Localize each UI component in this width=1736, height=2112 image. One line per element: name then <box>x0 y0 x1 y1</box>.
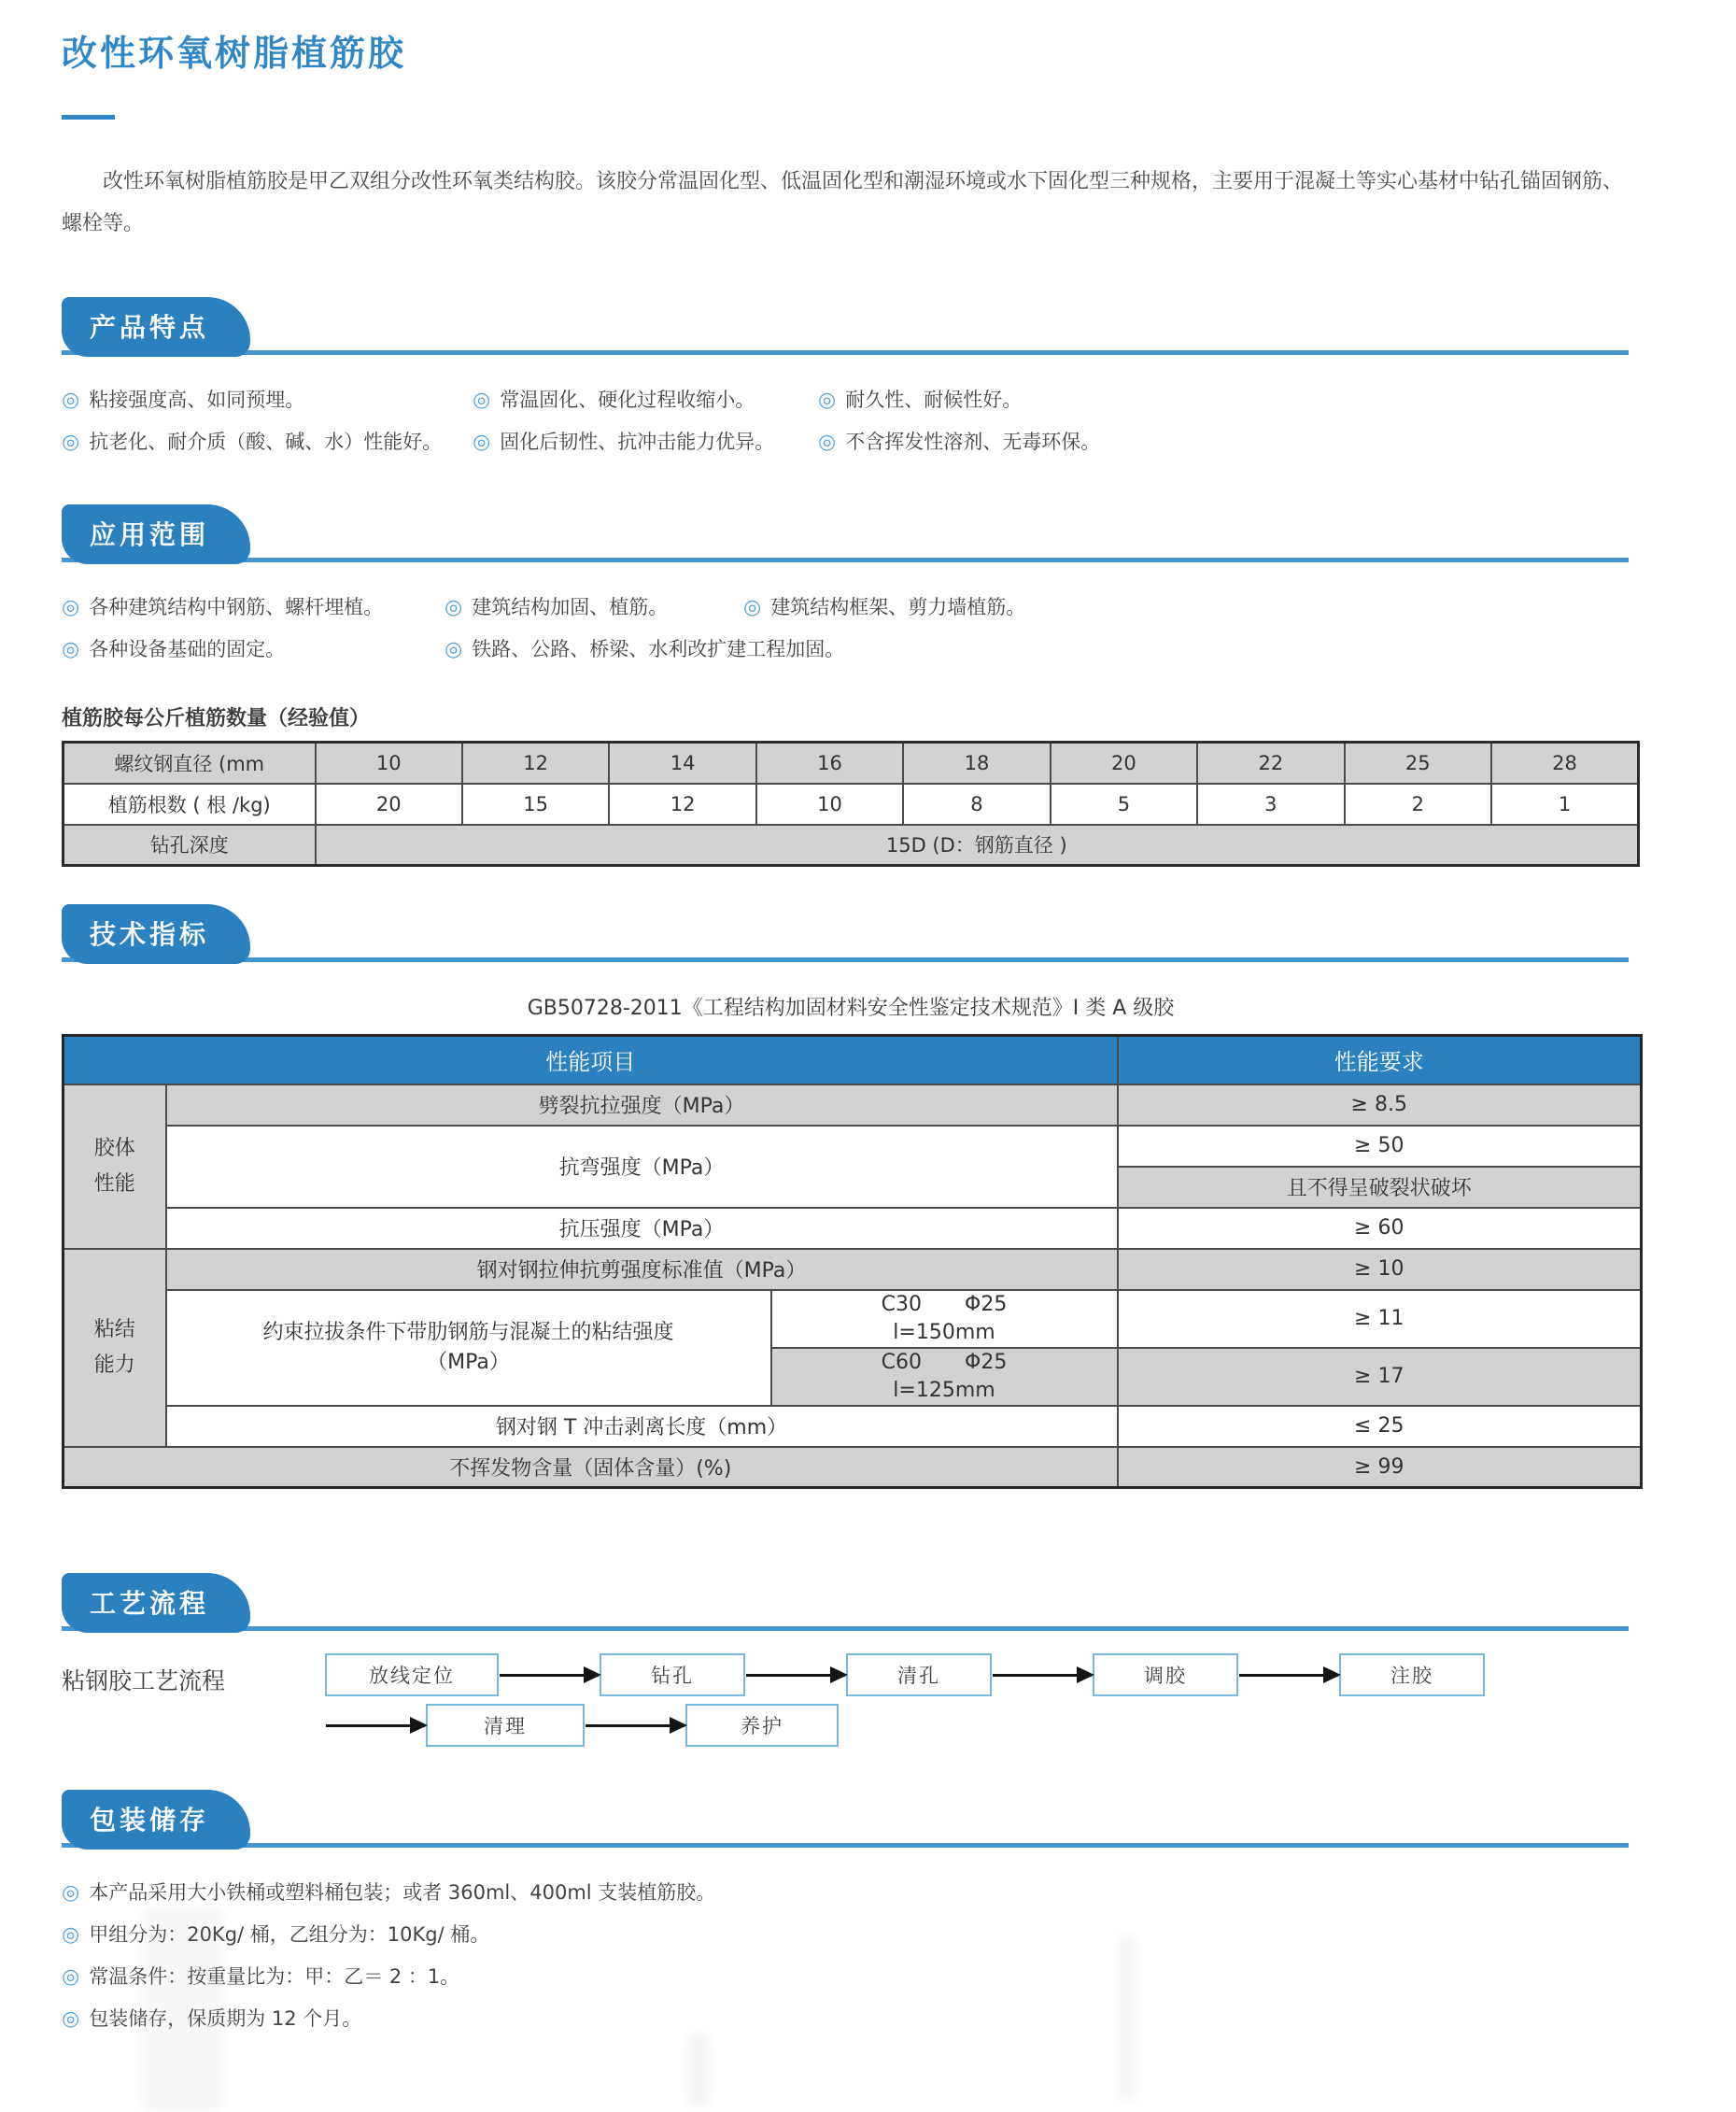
section-heading: 包装储存 <box>90 1805 210 1836</box>
bullet-text: 耐久性、耐候性好。 <box>845 389 1023 411</box>
spec-group-label: 粘结能力 <box>93 1317 135 1377</box>
section-heading: 应用范围 <box>90 519 210 550</box>
bullet-item <box>62 421 473 463</box>
bullseye-icon: ◎ <box>445 596 463 619</box>
section-header-process <box>62 1573 1640 1633</box>
bullet-item <box>445 587 743 629</box>
bullet-text: 包装储存，保质期为 12 个月。 <box>89 2007 362 2030</box>
rebar-diameter: Φ25 <box>965 1292 1008 1316</box>
anchor-table <box>62 741 1640 867</box>
bullet-text: 建筑结构框架、剪力墙植筋。 <box>770 596 1026 618</box>
bullseye-icon: ◎ <box>62 389 80 412</box>
intro-paragraph: 改性环氧树脂植筋胶是甲乙双组分改性环氧类结构胶。该胶分常温固化型、低温固化型和潮湿环境或水下固化型三种规格，主要用于混凝土等实心基材中钻孔锚固钢筋、螺栓等。 <box>62 170 1624 235</box>
anchor-table-label-cell: 螺纹钢直径 (mm <box>64 743 316 784</box>
anchor-table-label-cell: 植筋根数 ( 根 /kg) <box>64 784 316 825</box>
bullet-column <box>62 379 473 463</box>
process-area <box>62 1653 1640 1747</box>
anchor-table-value-cell: 10 <box>756 784 903 825</box>
arrow-right-icon <box>326 1724 425 1727</box>
section-tab-features <box>62 297 250 357</box>
bullet-item <box>62 629 445 671</box>
anchor-table-value-cell: 2 <box>1345 784 1491 825</box>
bullet-text: 本产品采用大小铁桶或塑料桶包装；或者 360ml、400ml 支装植筋胶。 <box>89 1881 716 1904</box>
embed-length: l=150mm <box>893 1320 995 1344</box>
flow-row <box>325 1653 1485 1696</box>
section-tab-specs <box>62 904 250 964</box>
flow-box: 放线定位 <box>325 1653 499 1696</box>
spec-group-cell <box>64 1249 166 1447</box>
bullseye-icon: ◎ <box>473 431 491 454</box>
page-root <box>0 24 1736 2040</box>
anchor-table-value-cell: 18 <box>903 743 1050 784</box>
flow-box: 清理 <box>426 1704 585 1747</box>
spec-row <box>64 1208 1642 1249</box>
anchor-table-row <box>64 743 1639 784</box>
bullet-item <box>473 379 818 421</box>
flow-box: 调胶 <box>1093 1653 1238 1696</box>
bullet-text: 不含挥发性溶剂、无毒环保。 <box>845 431 1101 453</box>
spec-row <box>64 1290 1642 1348</box>
spec-req-cell: ≥ 50 <box>1118 1126 1642 1167</box>
spec-item-line: （MPa） <box>427 1350 510 1374</box>
spec-req-cell: ≤ 25 <box>1118 1406 1642 1447</box>
spec-item-cell: 抗压强度（MPa） <box>166 1208 1118 1249</box>
bullet-item <box>62 1872 1640 1914</box>
anchor-table-value-cell: 20 <box>1051 743 1197 784</box>
bullet-column <box>743 587 1025 671</box>
spec-req-cell: ≥ 17 <box>1118 1348 1642 1406</box>
anchor-table-value-cell: 5 <box>1051 784 1197 825</box>
bullet-column <box>818 379 1100 463</box>
section-tab-packaging <box>62 1790 250 1850</box>
anchor-table-value-cell: 12 <box>462 743 609 784</box>
flow-row <box>325 1704 1485 1747</box>
spec-item-cell <box>166 1290 771 1406</box>
concrete-grade: C60 <box>881 1350 923 1374</box>
anchor-table-value-cell: 25 <box>1345 743 1491 784</box>
spec-req-cell: ≥ 11 <box>1118 1290 1642 1348</box>
section-heading: 技术指标 <box>90 919 210 950</box>
anchor-table-value-cell: 16 <box>756 743 903 784</box>
anchor-table-value-cell: 20 <box>316 784 462 825</box>
bullet-item <box>62 1914 1640 1956</box>
spec-header-req: 性能要求 <box>1118 1036 1642 1084</box>
section-rule <box>62 957 1629 962</box>
spec-row <box>64 1406 1642 1447</box>
spec-row <box>64 1447 1642 1488</box>
spec-item-cell: 钢对钢 T 冲击剥离长度（mm） <box>166 1406 1118 1447</box>
spec-req-cell: 且不得呈破裂状破坏 <box>1118 1167 1642 1208</box>
spec-req-cell: ≥ 8.5 <box>1118 1084 1642 1126</box>
bullseye-icon: ◎ <box>818 389 837 412</box>
bullet-item <box>743 587 1025 629</box>
bullseye-icon: ◎ <box>62 1881 80 1905</box>
spec-row <box>64 1249 1642 1290</box>
anchor-table-row <box>64 825 1639 866</box>
flow-chart <box>325 1653 1485 1747</box>
bullet-text: 抗老化、耐介质（酸、碱、水）性能好。 <box>89 431 443 453</box>
bullet-text: 铁路、公路、桥梁、水利改扩建工程加固。 <box>472 638 845 660</box>
page-title: 改性环氧树脂植筋胶 <box>62 33 407 74</box>
section-rule <box>62 1843 1629 1848</box>
anchor-table-span-cell: 15D (D：钢筋直径 ) <box>316 825 1639 866</box>
arrow-right-icon <box>1239 1674 1338 1677</box>
anchor-table-row <box>64 784 1639 825</box>
spec-cond-cell <box>771 1348 1118 1406</box>
spec-item-line: 约束拉拔条件下带肋钢筋与混凝土的粘结强度 <box>262 1320 674 1344</box>
spec-row <box>64 1126 1642 1167</box>
section-heading: 产品特点 <box>90 312 210 343</box>
bullet-column <box>445 587 845 671</box>
bullseye-icon: ◎ <box>62 1965 80 1989</box>
rebar-diameter: Φ25 <box>965 1350 1008 1374</box>
bullet-item <box>62 587 445 629</box>
spec-item-cell: 钢对钢拉伸抗剪强度标准值（MPa） <box>166 1249 1118 1290</box>
bullseye-icon: ◎ <box>62 2007 80 2031</box>
section-rule <box>62 558 1629 562</box>
anchor-table-caption: 植筋胶每公斤植筋数量（经验值） <box>62 707 371 730</box>
spec-cond-cell <box>771 1290 1118 1348</box>
spec-group-label: 胶体性能 <box>93 1136 135 1196</box>
section-tab-process <box>62 1573 250 1633</box>
spec-item-cell: 劈裂抗拉强度（MPa） <box>166 1084 1118 1126</box>
anchor-table-label-cell: 钻孔深度 <box>64 825 316 866</box>
section-header-applications <box>62 504 1640 564</box>
anchor-table-value-cell: 8 <box>903 784 1050 825</box>
bullet-item <box>62 1998 1640 2040</box>
spec-row <box>64 1084 1642 1126</box>
anchor-table-value-cell: 1 <box>1491 784 1639 825</box>
title-underline <box>62 115 115 120</box>
anchor-table-value-cell: 10 <box>316 743 462 784</box>
section-rule <box>62 1626 1629 1631</box>
bullet-text: 常温固化、硬化过程收缩小。 <box>500 389 755 411</box>
section-heading: 工艺流程 <box>90 1588 210 1619</box>
section-header-packaging <box>62 1790 1640 1850</box>
bullseye-icon: ◎ <box>62 596 80 619</box>
flow-box: 养护 <box>685 1704 839 1747</box>
anchor-table-value-cell: 15 <box>462 784 609 825</box>
arrow-right-icon <box>500 1674 599 1677</box>
spec-header-item: 性能项目 <box>64 1036 1118 1084</box>
bullet-item <box>818 421 1100 463</box>
anchor-table-value-cell: 28 <box>1491 743 1639 784</box>
bullseye-icon: ◎ <box>473 389 491 412</box>
spec-req-cell: ≥ 99 <box>1118 1447 1642 1488</box>
arrow-right-icon <box>993 1674 1092 1677</box>
embed-length: l=125mm <box>893 1378 995 1402</box>
bullseye-icon: ◎ <box>445 638 463 661</box>
features-bullets <box>62 379 1640 463</box>
section-header-features <box>62 297 1640 357</box>
bullet-column <box>62 587 445 671</box>
flow-box: 注胶 <box>1339 1653 1485 1696</box>
process-label: 粘钢胶工艺流程 <box>62 1667 226 1694</box>
spec-req-cell: ≥ 10 <box>1118 1249 1642 1290</box>
bullseye-icon: ◎ <box>62 431 80 454</box>
bullseye-icon: ◎ <box>62 638 80 661</box>
section-rule <box>62 350 1629 355</box>
flow-box: 清孔 <box>846 1653 992 1696</box>
spec-table <box>62 1034 1643 1489</box>
concrete-grade: C30 <box>881 1292 923 1316</box>
bullet-text: 粘接强度高、如同预埋。 <box>89 389 305 411</box>
packaging-bullets <box>62 1872 1640 2040</box>
section-header-specs <box>62 904 1640 964</box>
spec-req-cell: ≥ 60 <box>1118 1208 1642 1249</box>
bullet-text: 各种建筑结构中钢筋、螺杆埋植。 <box>89 596 384 618</box>
flow-box: 钻孔 <box>600 1653 745 1696</box>
bullseye-icon: ◎ <box>62 1923 80 1947</box>
spec-item-cell: 抗弯强度（MPa） <box>166 1126 1118 1208</box>
spec-table-caption: GB50728-2011《工程结构加固材料安全性鉴定技术规范》I 类 A 级胶 <box>527 997 1175 1020</box>
bullet-column <box>473 379 818 463</box>
bullet-item <box>818 379 1100 421</box>
bullet-text: 建筑结构加固、植筋。 <box>472 596 669 618</box>
spec-item-cell: 不挥发物含量（固体含量）(%) <box>64 1447 1118 1488</box>
bullseye-icon: ◎ <box>818 431 837 454</box>
anchor-table-value-cell: 12 <box>609 784 755 825</box>
bullet-item <box>445 629 845 671</box>
anchor-table-value-cell: 3 <box>1197 784 1344 825</box>
bullet-item <box>62 379 473 421</box>
anchor-table-value-cell: 22 <box>1197 743 1344 784</box>
arrow-right-icon <box>746 1674 845 1677</box>
bullet-item <box>473 421 818 463</box>
bullet-text: 常温条件：按重量比为：甲：乙＝ 2 ：1。 <box>89 1965 460 1988</box>
spec-header-row <box>64 1036 1642 1084</box>
spec-group-cell <box>64 1084 166 1249</box>
bullseye-icon: ◎ <box>743 596 762 619</box>
section-tab-applications <box>62 504 250 564</box>
bullet-text: 各种设备基础的固定。 <box>89 638 286 660</box>
applications-bullets <box>62 587 1640 671</box>
bullet-text: 固化后韧性、抗冲击能力优异。 <box>500 431 775 453</box>
anchor-table-value-cell: 14 <box>609 743 755 784</box>
bullet-text: 甲组分为：20Kg/ 桶，乙组分为：10Kg/ 桶。 <box>89 1923 490 1946</box>
bullet-item <box>62 1956 1640 1998</box>
watermark-ghost <box>686 2033 711 2107</box>
arrow-right-icon <box>586 1724 685 1727</box>
